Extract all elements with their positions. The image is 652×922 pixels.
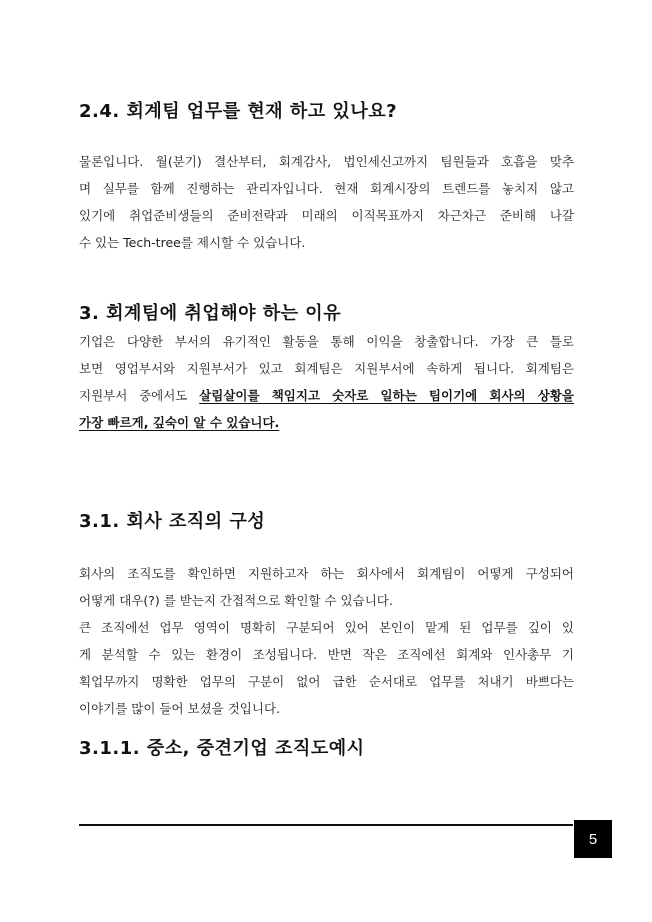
text-line: 어떻게 대우(?) 를 받는지 간접적으로 확인할 수 있습니다. [79, 593, 393, 608]
emphasis-text: 가장 빠르게, 깊숙이 알 수 있습니다. [79, 415, 280, 430]
paragraph-2-4 [79, 148, 574, 256]
paragraph-3-1 [79, 560, 574, 722]
text-line: 회사의 조직도를 확인하면 지원하고자 하는 회사에서 회계팀이 어떻게 구성되어 [79, 566, 574, 581]
paragraph-3 [79, 328, 574, 436]
text-line: 기업은 다양한 부서의 유기적인 활동을 통해 이익을 창출합니다. 가장 큰 틀로 [79, 334, 574, 349]
text-line: 큰 조직에선 업무 영역이 명확히 구분되어 있어 본인이 맡게 된 업무를 깊이 있 [79, 620, 574, 635]
text-line: 게 분석할 수 있는 환경이 조성됩니다. 반면 작은 조직에선 회계와 인사총무 기 [79, 647, 574, 662]
text-line: 물론입니다. 월(분기) 결산부터, 회계감사, 법인세신고까지 팀원들과 호흡을 맞추 [79, 154, 574, 169]
section-heading-3-1: 3.1. 회사 조직의 구성 [79, 511, 266, 532]
plain-text: 지원부서 중에서도 [79, 388, 200, 403]
footer-rule [79, 824, 573, 826]
text-line: 획업무까지 명확한 업무의 구분이 없어 급한 순서대로 업무를 처내기 바쁘다는 [79, 674, 574, 689]
text-line: 있기에 취업준비생들의 준비전략과 미래의 이직목표까지 차근차근 준비해 나갈 [79, 208, 574, 223]
emphasis-text: 살림살이를 책임지고 숫자로 일하는 팀이기에 회사의 상황을 [199, 388, 574, 403]
text-line: 수 있는 Tech-tree를 제시할 수 있습니다. [79, 235, 306, 250]
page-number: 5 [574, 820, 612, 858]
text-line-emphasis [79, 409, 574, 436]
text-line: 보면 영업부서와 지원부서가 있고 회계팀은 지원부서에 속하게 됩니다. 회계팀은 [79, 361, 574, 376]
text-line-emphasis [79, 382, 574, 409]
section-heading-2-4: 2.4. 회계팀 업무를 현재 하고 있나요? [79, 101, 398, 122]
text-line: 이야기를 많이 들어 보셨을 것입니다. [79, 701, 280, 716]
text-line: 며 실무를 함께 진행하는 관리자입니다. 현재 회계시장의 트렌드를 놓치지 않고 [79, 181, 574, 196]
section-heading-3-1-1: 3.1.1. 중소, 중견기업 조직도예시 [79, 738, 365, 759]
section-heading-3: 3. 회계팀에 취업해야 하는 이유 [79, 303, 342, 324]
